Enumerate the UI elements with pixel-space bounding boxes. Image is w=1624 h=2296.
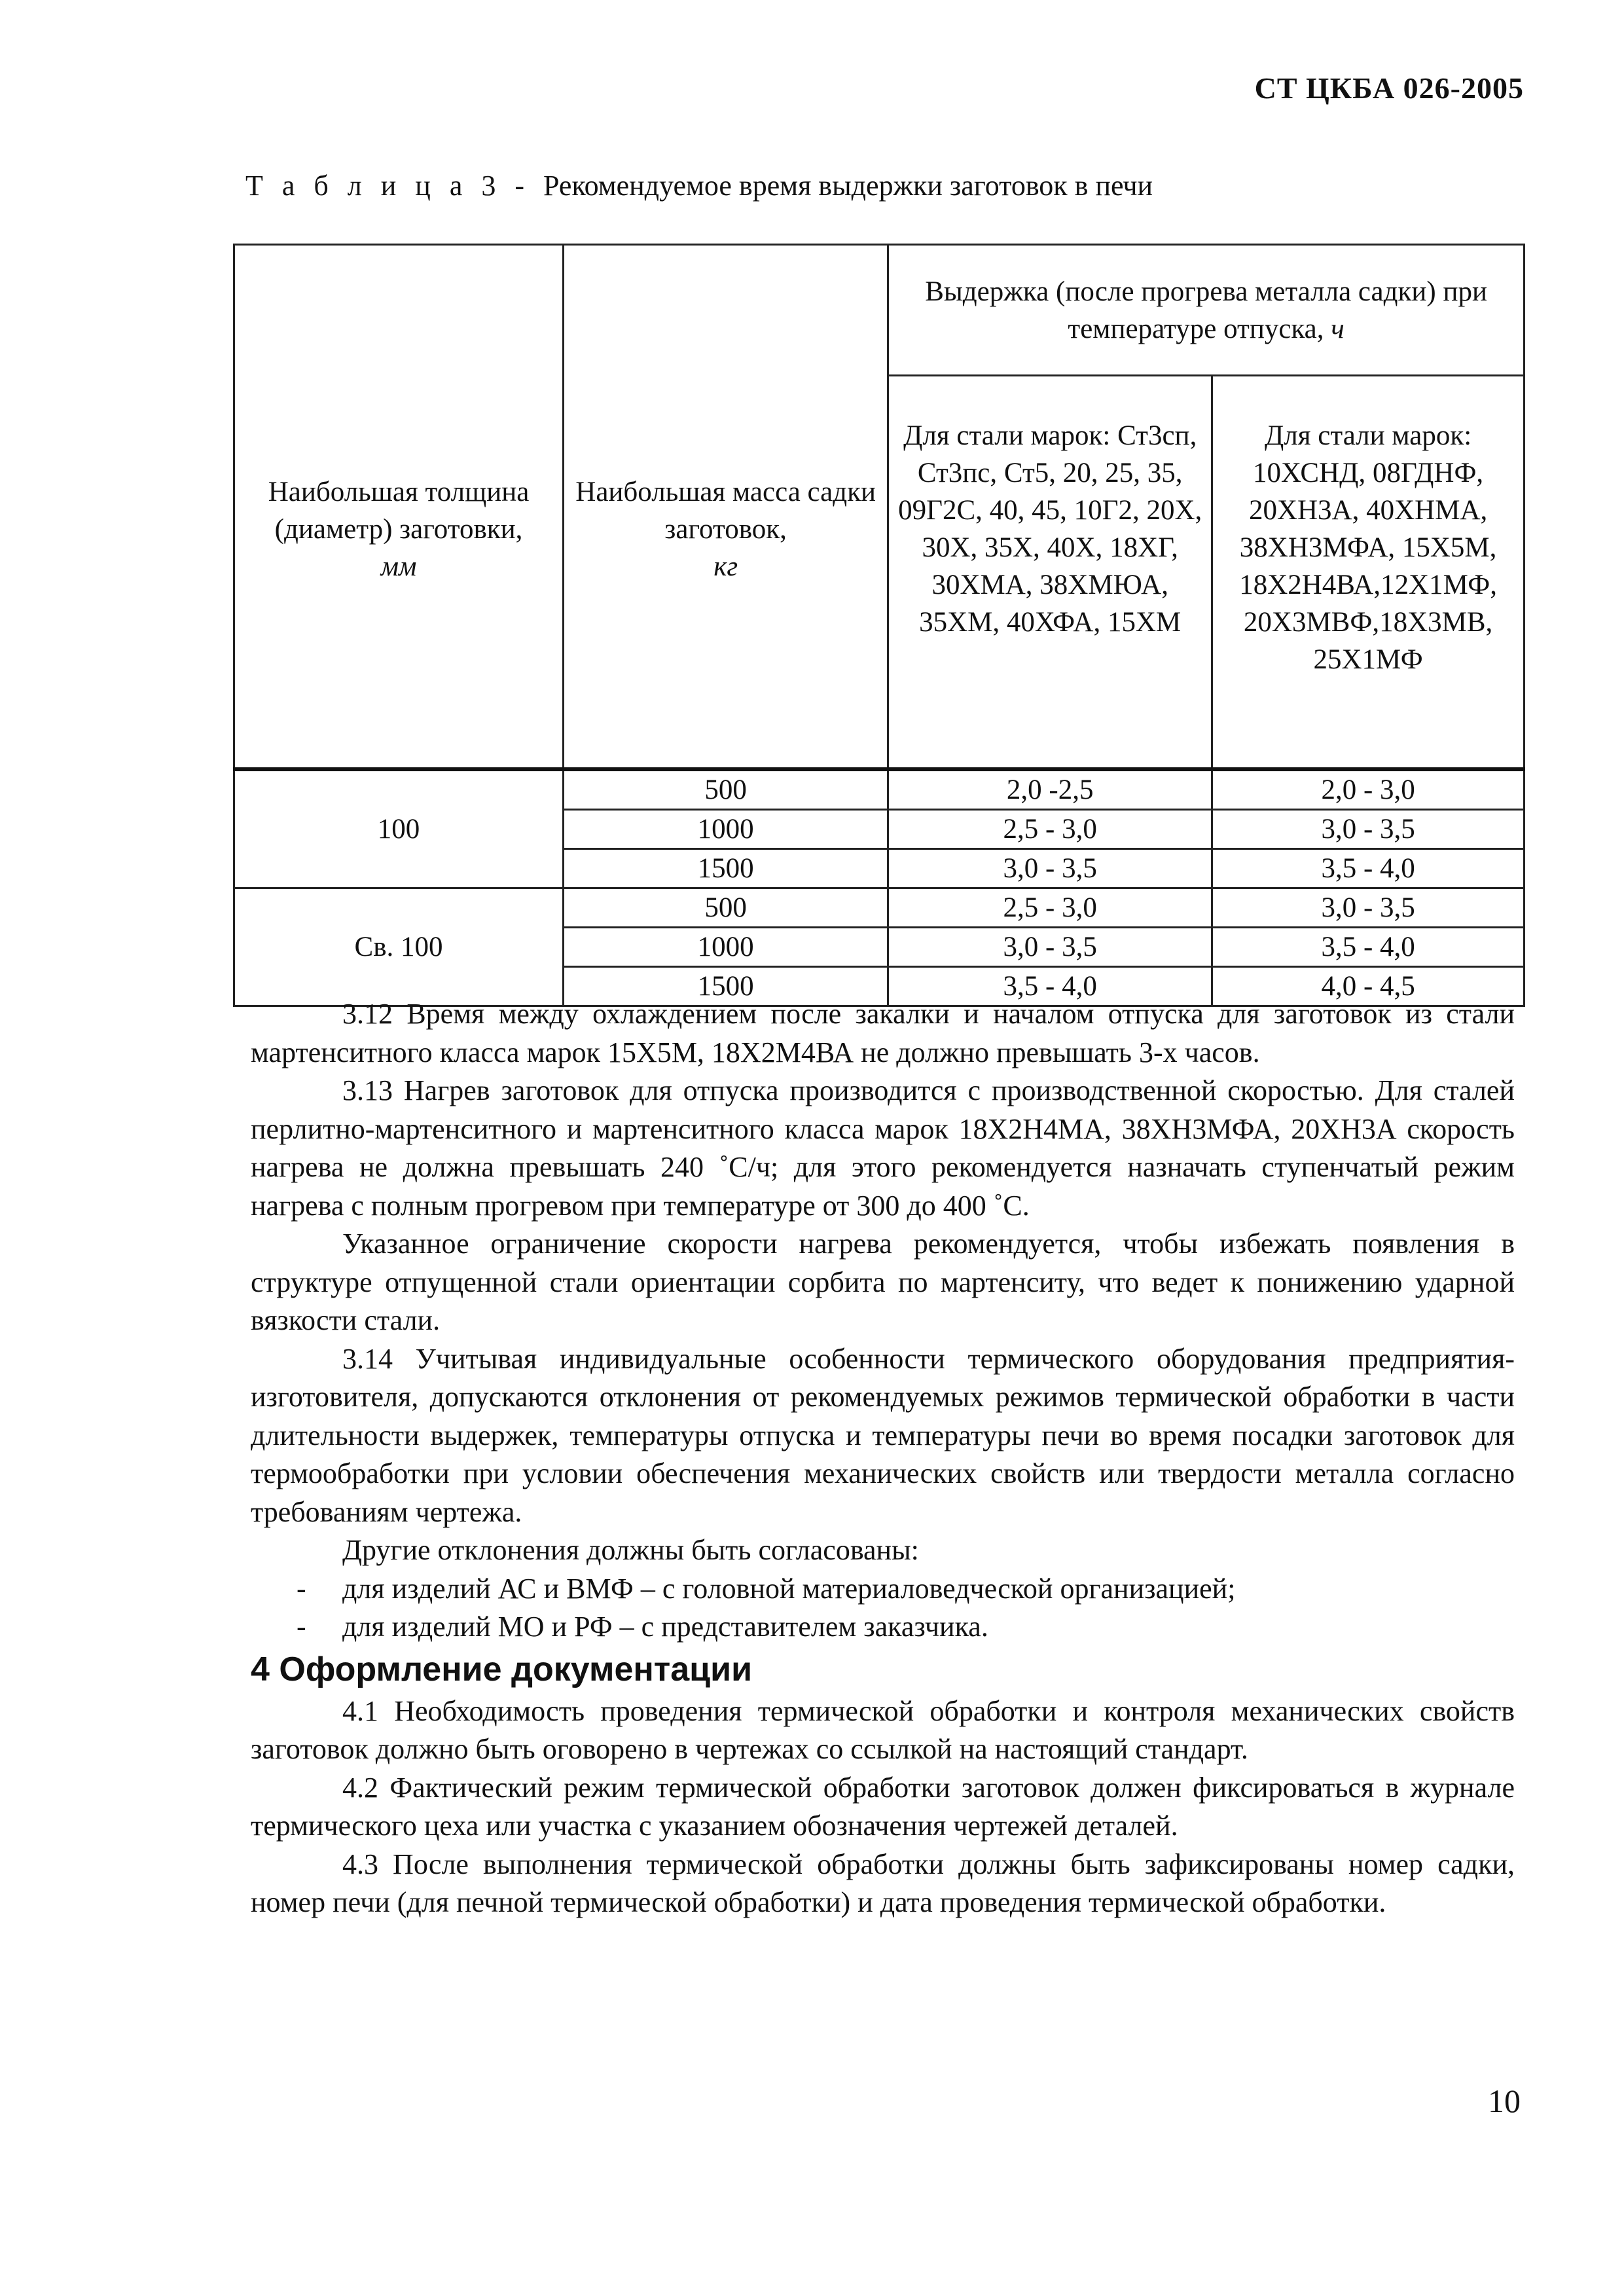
time-cell-group2: 3,5 - 4,0 (1212, 849, 1525, 888)
body-text (251, 995, 1515, 1922)
time-cell-group1: 3,0 - 3,5 (888, 928, 1212, 967)
holding-time-table (233, 244, 1525, 1007)
paragraph-4-3: 4.3 После выполнения термической обработки должны быть зафиксированы номер садки, номер печи (для печной термической обработки) и дата проведения термической обработки. (251, 1848, 1515, 1918)
paragraph-4-2: 4.2 Фактический режим термической обработки заготовок должен фиксироваться в журнале термического цеха или участка с указанием обозначения чертежей деталей. (251, 1771, 1515, 1842)
time-cell-group2: 4,0 - 4,5 (1212, 967, 1525, 1006)
table-row (234, 888, 1525, 928)
paragraph-3-14-other: Другие отклонения должны быть согласованы: (342, 1534, 919, 1566)
thickness-cell: Св. 100 (234, 888, 564, 1006)
mass-cell: 1500 (564, 849, 888, 888)
header-holding-label: Выдержка (после прогрева металла садки) при температуре отпуска, (925, 276, 1487, 344)
time-cell-group1: 2,0 -2,5 (888, 769, 1212, 810)
header-steel-group-2: Для стали марок: 10ХСНД, 08ГДНФ, 20ХН3А, 40ХНМА, 38ХН3МФА, 15Х5М, 18Х2Н4ВА,12Х1МФ, 20Х3МВФ,18Х3МВ, 25Х1МФ (1212, 376, 1525, 770)
mass-cell: 500 (564, 769, 888, 810)
list-item: - для изделий АС и ВМФ – с головной материаловедческой организацией; (251, 1570, 1515, 1609)
page-number: 10 (1488, 2083, 1521, 2119)
time-cell-group1: 3,0 - 3,5 (888, 849, 1212, 888)
header-mass-label: Наибольшая масса садки заготовок, (575, 477, 876, 545)
mass-cell: 500 (564, 888, 888, 928)
mass-cell: 1000 (564, 928, 888, 967)
time-cell-group2: 3,0 - 3,5 (1212, 888, 1525, 928)
header-steel-group-1: Для стали марок: Ст3сп, Ст3пс, Ст5, 20, 25, 35, 09Г2С, 40, 45, 10Г2, 20Х, 30Х, 35Х, 40Х, 18ХГ, 30ХМА, 38ХМЮА, 35ХМ, 40ХФА, 15ХМ (888, 376, 1212, 770)
header-mass (564, 245, 888, 770)
header-holding-unit: ч (1331, 313, 1344, 344)
document-code: СТ ЦКБА 026-2005 (1254, 71, 1524, 105)
mass-cell: 1500 (564, 967, 888, 1006)
time-cell-group1: 2,5 - 3,0 (888, 888, 1212, 928)
time-cell-group2: 3,0 - 3,5 (1212, 810, 1525, 849)
time-cell-group2: 2,0 - 3,0 (1212, 769, 1525, 810)
paragraph-3-13-note: Указанное ограничение скорости нагрева рекомендуется, чтобы избежать появления в структуре отпущенной стали ориентации сорбита по мартенситу, что ведет к понижению ударной вязкости стали. (251, 1228, 1515, 1336)
section-heading: 4 Оформление документации (251, 1650, 753, 1688)
time-cell-group1: 3,5 - 4,0 (888, 967, 1212, 1006)
table-caption-text: Рекомендуемое время выдержки заготовок в печи (543, 170, 1153, 202)
list-item: - для изделий МО и РФ – с представителем заказчика. (251, 1608, 1515, 1647)
paragraph-4-1: 4.1 Необходимость проведения термической обработки и контроля механических свойств заготовок должно быть оговорено в чертежах со ссылкой на настоящий стандарт. (251, 1694, 1515, 1765)
header-holding-group (888, 245, 1525, 376)
paragraph-3-13: 3.13 Нагрев заготовок для отпуска производится с производственной скоростью. Для сталей перлитно-мартенситного и мартенситного класса марок 18Х2Н4МА, 38ХН3МФА, 20ХН3А скорость нагрева не должна превышать 240 ˚С/ч; для этого рекомендуется назначать ступенчатый режим нагрева с полным прогревом при температуре от 300 до 400 ˚С. (251, 1074, 1515, 1222)
table-row (234, 769, 1525, 810)
table-caption-prefix: Т а б л и ц а 3 - (245, 170, 544, 202)
header-thickness-label: Наибольшая толщина (диаметр) заготовки, (268, 477, 530, 545)
header-thickness-unit: мм (380, 551, 417, 582)
time-cell-group1: 2,5 - 3,0 (888, 810, 1212, 849)
table-caption (245, 169, 1153, 202)
header-thickness (234, 245, 564, 770)
paragraph-3-12: 3.12 Время между охлаждением после закалки и началом отпуска для заготовок из стали мартенситного класса марок 15Х5М, 18Х2М4ВА не должно превышать 3-х часов. (251, 998, 1515, 1068)
mass-cell: 1000 (564, 810, 888, 849)
paragraph-3-14: 3.14 Учитывая индивидуальные особенности термического оборудования предприятия-изготовителя, допускаются отклонения от рекомендуемых режимов термической обработки в части длительности выдержек, температуры отпуска и температуры печи во время посадки заготовок для термообработки при условии обеспечения механических свойств или твердости металла согласно требованиям чертежа. (251, 1342, 1515, 1528)
thickness-cell: 100 (234, 769, 564, 888)
header-mass-unit: кг (713, 551, 738, 582)
time-cell-group2: 3,5 - 4,0 (1212, 928, 1525, 967)
